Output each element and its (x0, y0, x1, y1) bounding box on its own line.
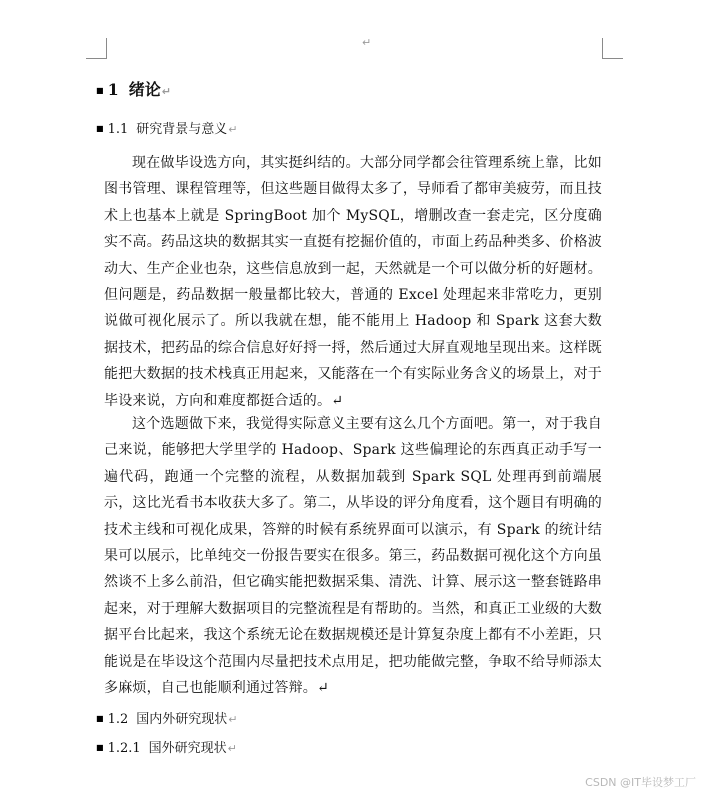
heading-1-2[interactable] (96, 708, 237, 727)
list-bullet-icon: ■ (96, 743, 104, 752)
heading-title: 国内外研究现状 (136, 712, 228, 727)
heading-1-2-1[interactable] (96, 737, 237, 756)
heading-1[interactable] (96, 77, 171, 100)
heading-1-1[interactable] (96, 118, 237, 137)
paragraph-mark-icon: ↵ (227, 742, 237, 755)
heading-number: 1.1 (107, 122, 129, 137)
heading-title: 研究背景与意义 (136, 122, 228, 137)
page-corner-top-left (86, 38, 107, 59)
heading-number: 1 (107, 80, 119, 99)
body-paragraph[interactable]: 现在做毕设选方向，其实挺纠结的。大部分同学都会往管理系统上靠，比如图书管理、课程管理等，但这些题目做得太多了，导师看了都审美疲劳，而且技术上也基本上就是 SpringBoot 加个 MySQL，增删改查一套走完，区分度确实不高。药品这块的数据其实一直挺有挖掘价值的，市面上药品种类多、价格波动大、生产企业也杂，这些信息放到一起，天然就是一个可以做分析的好题材。但问题是，药品数据一般量都比较大，普通的 Excel 处理起来非常吃力，更别说做可视化展示了。所以我就在想，能不能用上 Hadoop 和 Spark 这套大数据技术，把药品的综合信息好好捋一捋，然后通过大屏直观地呈现出来。这样既能把大数据的技术栈真正用起来，又能落在一个有实际业务含义的场景上，对于毕设来说，方向和难度都挺合适的。↵ (104, 155, 602, 409)
list-bullet-icon: ■ (96, 714, 104, 723)
paragraph-mark-icon: ↵ (228, 713, 238, 726)
list-bullet-icon: ■ (96, 85, 104, 95)
heading-title: 国外研究现状 (148, 741, 227, 756)
body-paragraph[interactable]: 这个选题做下来，我觉得实际意义主要有这么几个方面吧。第一，对于我自己来说，能够把大学里学的 Hadoop、Spark 这些偏理论的东西真正动手写一遍代码，跑通一个完整的流程，从数据加载到 Spark SQL 处理再到前端展示，这比光看书本收获大多了。第二，从毕设的评分角度看，这个题目有明确的技术主线和可视化成果，答辩的时候有系统界面可以演示，有 Spark 的统计结果可以展示，比单纯交一份报告要实在很多。第三，药品数据可视化这个方向虽然谈不上多么前沿，但它确实能把数据采集、清洗、计算、展示这一整套链路串起来，对于理解大数据项目的完整流程是有帮助的。当然，和真正工业级的大数据平台比起来，我这个系统无论在数据规模还是计算复杂度上都有不小差距，只能说是在毕设这个范围内尽量把技术点用足，把功能做完整，争取不给导师添太多麻烦，自己也能顺利通过答辩。↵ (104, 416, 602, 697)
paragraph-mark-icon: ↵ (161, 85, 171, 98)
heading-number: 1.2 (107, 712, 129, 727)
page-corner-top-right (602, 38, 623, 59)
heading-number: 1.2.1 (107, 741, 141, 756)
list-bullet-icon: ■ (96, 124, 104, 133)
heading-title: 绪论 (128, 80, 161, 99)
watermark: CSDN @IT毕设梦工厂 (585, 776, 696, 789)
paragraph-mark-icon: ↵ (228, 123, 238, 136)
paragraph-mark-icon: ↵ (362, 36, 372, 49)
